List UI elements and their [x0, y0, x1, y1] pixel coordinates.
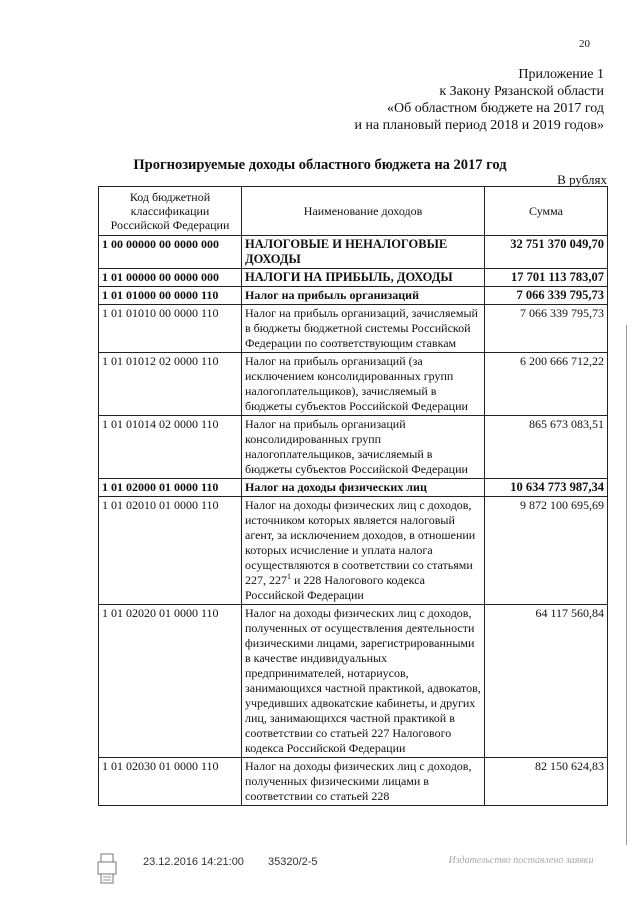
row-name: НАЛОГИ НА ПРИБЫЛЬ, ДОХОДЫ: [242, 269, 485, 287]
row-amount: 7 066 339 795,73: [485, 287, 608, 305]
table-row: [99, 758, 608, 806]
row-amount: 10 634 773 987,34: [485, 479, 608, 497]
row-code: 1 01 00000 00 0000 000: [99, 269, 242, 287]
header-name: Наименование доходов: [242, 187, 485, 236]
row-name: [242, 497, 485, 605]
row-name: Налог на доходы физических лиц с доходов, полученных от осуществления деятельности физическими лицами, зарегистрированными в качестве индивидуальных предпринимателей, нотариусов, занимающихся частной практикой, адвокатов, учредивших адвокатские кабинеты, и других лиц, занимающихся частной практикой в соответствии со статьей 227 Налогового кодекса Российской Федерации: [242, 605, 485, 758]
row-name-part-2: и 228 Налогового кодекса Российской Федерации: [245, 573, 425, 602]
row-name: Налог на прибыль организаций, зачисляемый в бюджеты бюджетной системы Российской Федерации по соответствующим ставкам: [242, 305, 485, 353]
table-row: [99, 416, 608, 479]
row-name-part-1: Налог на доходы физических лиц с доходов, источником которых является налоговый агент, за исключением доходов, в отношении которых исчисление и уплата налога осуществляются в соответствии со статьями 227, 227: [245, 498, 476, 587]
footer-doc-code: 35320/2-5: [268, 856, 318, 868]
row-code: 1 01 02020 01 0000 110: [99, 605, 242, 758]
row-code: 1 01 01000 00 0000 110: [99, 287, 242, 305]
table-row: [99, 353, 608, 416]
table-row: [99, 479, 608, 497]
row-name: Налог на прибыль организаций консолидированных групп налогоплательщиков, зачисляемый в бюджеты субъектов Российской Федерации: [242, 416, 485, 479]
row-code: 1 01 01010 00 0000 110: [99, 305, 242, 353]
footer-faint-note: Издательство поставлено заявки: [448, 855, 594, 866]
row-name: Налог на доходы физических лиц: [242, 479, 485, 497]
row-code: 1 01 01014 02 0000 110: [99, 416, 242, 479]
superscript-mark: 1: [287, 572, 291, 581]
document-title: Прогнозируемые доходы областного бюджета на 2017 год: [133, 157, 507, 173]
row-amount: 64 117 560,84: [485, 605, 608, 758]
table-header-row: [99, 187, 608, 236]
table-row: [99, 605, 608, 758]
row-amount: 7 066 339 795,73: [485, 305, 608, 353]
row-code: 1 00 00000 00 0000 000: [99, 236, 242, 269]
footer-timestamp: 23.12.2016 14:21:00: [143, 856, 244, 868]
row-name: Налог на доходы физических лиц с доходов, полученных физическими лицами в соответствии со статьей 228: [242, 758, 485, 806]
printer-emblem-icon: [96, 852, 118, 886]
row-amount: 82 150 624,83: [485, 758, 608, 806]
row-code: 1 01 01012 02 0000 110: [99, 353, 242, 416]
header-amount: Сумма: [485, 187, 608, 236]
row-name: Налог на прибыль организаций (за исключением консолидированных групп налогоплательщиков), зачисляемый в бюджеты субъектов Российской Федерации: [242, 353, 485, 416]
row-name: Налог на прибыль организаций: [242, 287, 485, 305]
appendix-heading: [204, 66, 604, 134]
appendix-line-4: и на плановый период 2018 и 2019 годов»: [354, 118, 604, 133]
table-row: [99, 287, 608, 305]
appendix-line-2: к Закону Рязанской области: [439, 84, 604, 99]
page-number: 20: [579, 38, 590, 50]
row-amount: 32 751 370 049,70: [485, 236, 608, 269]
row-amount: 6 200 666 712,22: [485, 353, 608, 416]
appendix-line-1: Приложение 1: [518, 67, 604, 82]
header-code: Код бюджетной классификации Российской Федерации: [99, 187, 242, 236]
row-code: 1 01 02030 01 0000 110: [99, 758, 242, 806]
table-row: [99, 497, 608, 605]
table-row: [99, 305, 608, 353]
table-row: [99, 236, 608, 269]
row-amount: 865 673 083,51: [485, 416, 608, 479]
row-amount: 17 701 113 783,07: [485, 269, 608, 287]
row-name: НАЛОГОВЫЕ И НЕНАЛОГОВЫЕ ДОХОДЫ: [242, 236, 485, 269]
appendix-line-3: «Об областном бюджете на 2017 год: [387, 101, 604, 116]
table-row: [99, 269, 608, 287]
unit-label: В рублях: [557, 172, 607, 187]
row-code: 1 01 02010 01 0000 110: [99, 497, 242, 605]
row-amount: 9 872 100 695,69: [485, 497, 608, 605]
revenue-table: [98, 186, 608, 806]
row-code: 1 01 02000 01 0000 110: [99, 479, 242, 497]
margin-rule: [626, 325, 627, 845]
